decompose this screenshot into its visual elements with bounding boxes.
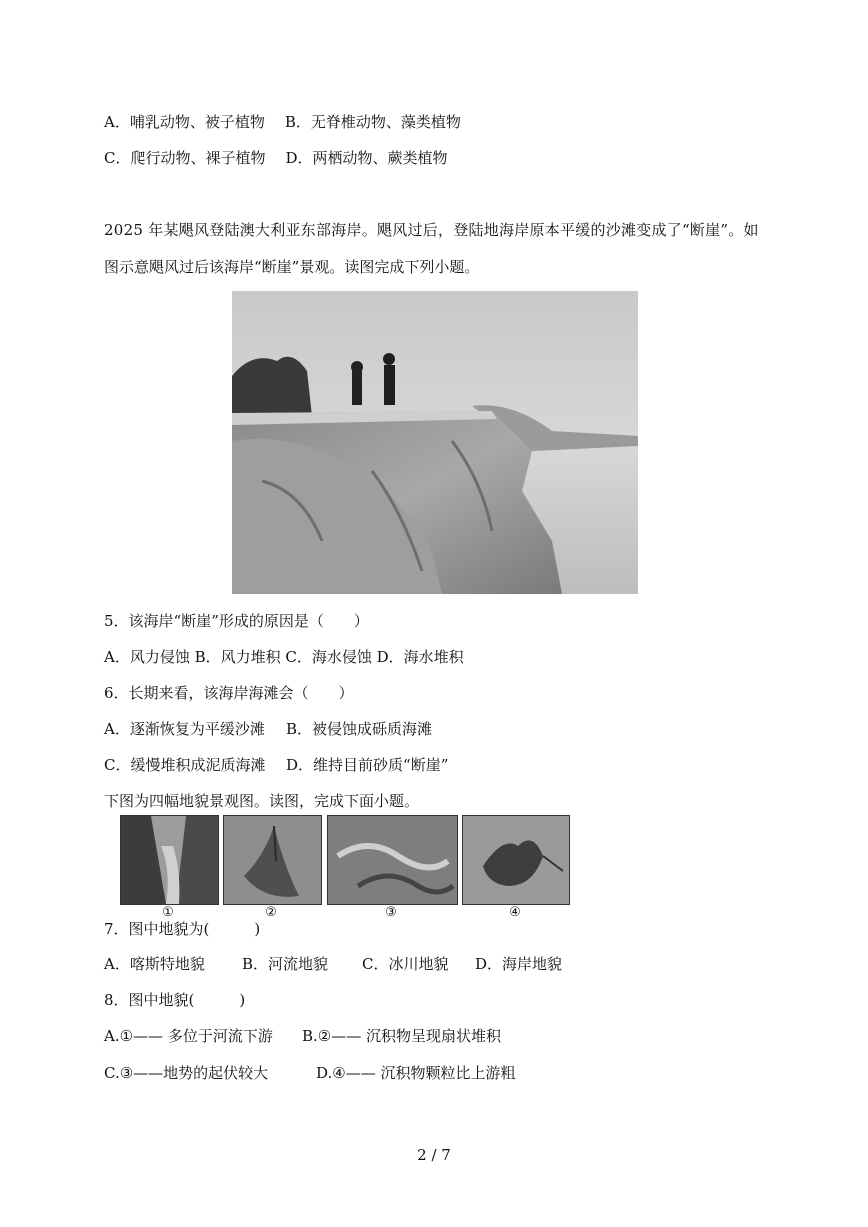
landform-label-3: ③ <box>385 905 397 920</box>
q6-options-line-2 <box>104 755 448 775</box>
passage-1-line-2: 图示意飓风过后该海岸“断崖”景观。读图完成下列小题。 <box>104 258 480 276</box>
q8-option-A: A.①—— 多位于河流下游 <box>104 1027 273 1045</box>
landform-image-4 <box>462 815 570 905</box>
q8-option-B: B.②—— 沉积物呈现扇状堆积 <box>302 1027 502 1045</box>
q7-option-D: D．海岸地貌 <box>475 955 563 973</box>
option-A: A．哺乳动物、被子植物 <box>104 113 265 131</box>
q7-option-C: C．冰川地貌 <box>362 955 449 973</box>
q7-option-A: A．喀斯特地貌 <box>104 955 205 973</box>
page-number: 2 / 7 <box>417 1146 451 1164</box>
option-B: B．无脊椎动物、藻类植物 <box>284 113 461 131</box>
prev-options-line-1 <box>104 112 461 132</box>
prev-options-line-2 <box>104 148 448 168</box>
q8-options-line-1 <box>104 1026 501 1046</box>
q7-option-B: B．河流地貌 <box>242 955 329 973</box>
landform-label-4: ④ <box>509 905 521 920</box>
q5-stem: 5．该海岸“断崖”形成的原因是（ ） <box>104 612 369 630</box>
q8-stem: 8．图中地貌( ) <box>104 991 246 1009</box>
q7-options <box>104 954 562 974</box>
option-D: D．两栖动物、蕨类植物 <box>285 149 448 167</box>
q5-options: A．风力侵蚀 B．风力堆积 C．海水侵蚀 D．海水堆积 <box>104 648 464 666</box>
landform-label-1: ① <box>162 905 174 920</box>
q6-options-line-1 <box>104 719 432 739</box>
option-C: C．爬行动物、裸子植物 <box>104 149 266 167</box>
q8-option-C: C.③——地势的起伏较大 <box>104 1064 269 1082</box>
passage-1-line-1: 2025 年某飓风登陆澳大利亚东部海岸。飓风过后，登陆地海岸原本平缓的沙滩变成了“断崖”。如 <box>104 221 759 239</box>
q6-stem: 6．长期来看，该海岸海滩会（ ） <box>104 684 354 702</box>
landform-label-2: ② <box>265 905 277 920</box>
q8-option-D: D.④—— 沉积物颗粒比上游粗 <box>316 1064 516 1082</box>
landform-image-3 <box>327 815 458 905</box>
q6-option-D: D．维持目前砂质“断崖” <box>286 756 449 774</box>
passage-2: 下图为四幅地貌景观图。读图，完成下面小题。 <box>104 792 420 810</box>
q7-stem: 7．图中地貌为( ) <box>104 920 261 938</box>
coastal-cliff-photo <box>232 291 638 594</box>
landform-image-1 <box>120 815 219 905</box>
q6-option-B: B．被侵蚀成砾质海滩 <box>286 720 433 738</box>
landform-image-2 <box>223 815 322 905</box>
q6-option-A: A．逐渐恢复为平缓沙滩 <box>104 720 265 738</box>
q8-options-line-2 <box>104 1063 515 1083</box>
q6-option-C: C．缓慢堆积成泥质海滩 <box>104 756 266 774</box>
